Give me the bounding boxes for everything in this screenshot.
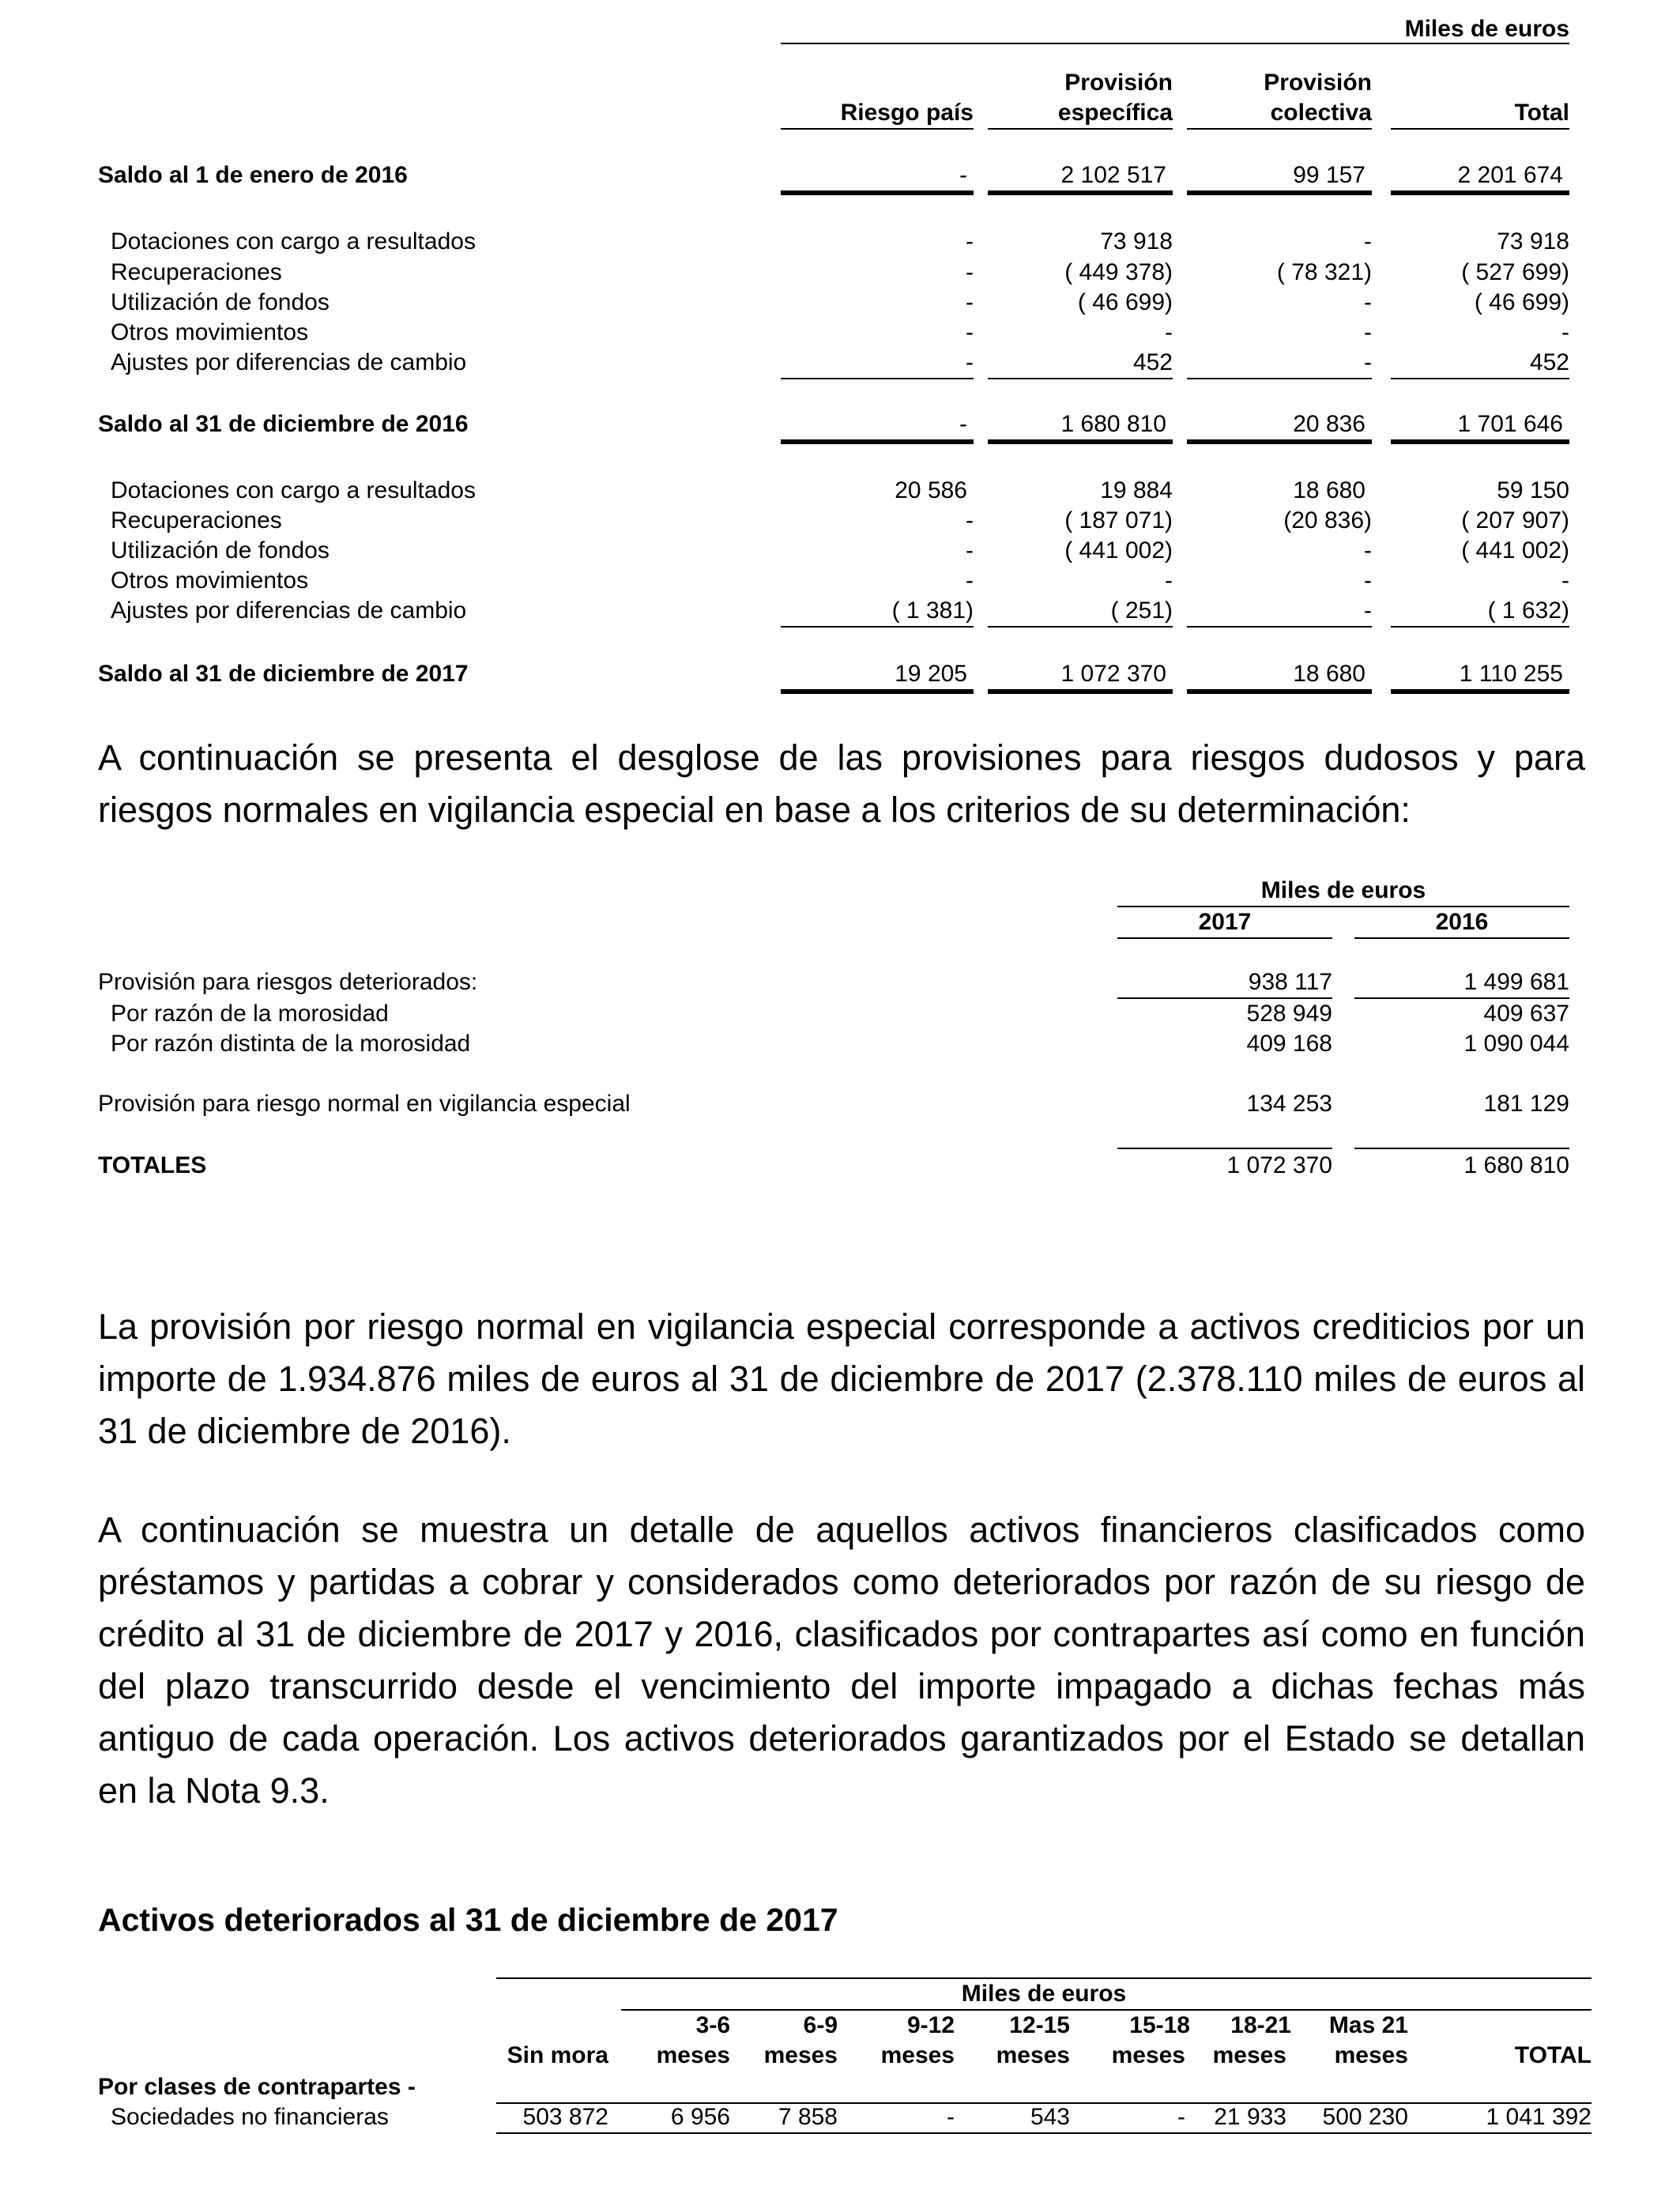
row-label: Saldo al 1 de enero de 2016	[98, 162, 408, 188]
cell-colectiva: -	[1364, 567, 1372, 594]
cell-colectiva: -	[1364, 228, 1372, 254]
cell-total: ( 527 699)	[1461, 259, 1569, 285]
table1-unit-rule	[781, 43, 1569, 44]
cell-2016: 1 499 681	[1463, 969, 1569, 995]
cell-colectiva: -	[1364, 319, 1372, 345]
year-rule	[1354, 937, 1569, 939]
table3-unit: Miles de euros	[961, 1981, 1127, 2007]
cell-2016: 1 680 810	[1463, 1152, 1569, 1178]
paragraph-desglose: A continuación se presenta el desglose de las provisiones para riesgos dudosos y para riesgos normales en vigilancia especial en base a los criterios de su determinación:	[98, 737, 1585, 830]
header-meses: meses	[656, 2042, 730, 2068]
subtotal-rule	[781, 626, 974, 628]
balance-rule	[781, 439, 974, 444]
cell-2017: 134 253	[1246, 1091, 1332, 1117]
cell-riesgo-pais: -	[966, 289, 974, 315]
header-provision-colectiva-1: Provisión	[1264, 70, 1372, 96]
cell-riesgo-pais: -	[966, 567, 974, 594]
cell-riesgo-pais: 19 205	[895, 661, 967, 687]
section-label: Por clases de contrapartes -	[98, 2074, 416, 2100]
cell-total: 1 701 646	[1457, 411, 1563, 437]
cell-riesgo-pais: -	[966, 349, 974, 375]
header-meses: meses	[1111, 2042, 1185, 2068]
cell-especifica: ( 449 378)	[1064, 259, 1173, 285]
cell-riesgo-pais: -	[959, 411, 967, 437]
subtotal-rule	[1391, 626, 1569, 628]
cell-riesgo-pais: -	[966, 259, 974, 285]
header-12-15: 12-15	[1009, 2012, 1070, 2038]
header-sin-mora: Sin mora	[507, 2042, 608, 2068]
cell-9-12: -	[947, 2104, 955, 2130]
header-provision-especifica-1: Provisión	[1064, 70, 1173, 96]
cell-colectiva: ( 78 321)	[1276, 259, 1372, 285]
cell-riesgo-pais: -	[966, 228, 974, 254]
cell-especifica: 19 884	[1100, 477, 1173, 503]
row-label: Recuperaciones	[111, 259, 282, 285]
cell-18-21: 21 933	[1214, 2104, 1286, 2130]
header-meses: meses	[1334, 2042, 1408, 2068]
cell-2017: 528 949	[1246, 1001, 1332, 1027]
row-label: Saldo al 31 de diciembre de 2017	[98, 661, 469, 687]
cell-colectiva: 20 836	[1293, 411, 1365, 437]
cell-15-18: -	[1177, 2104, 1185, 2130]
row-label: Utilización de fondos	[111, 289, 330, 315]
cell-mas-21: 500 230	[1322, 2104, 1408, 2130]
cell-especifica: ( 46 699)	[1077, 289, 1173, 315]
header-rule	[1391, 128, 1569, 130]
cell-colectiva: -	[1364, 598, 1372, 624]
cell-2016: 409 637	[1483, 1001, 1569, 1027]
header-rule	[988, 128, 1173, 130]
cell-colectiva: (20 836)	[1283, 507, 1372, 533]
subtotal-rule	[1187, 626, 1372, 628]
cell-especifica: 1 072 370	[1060, 661, 1166, 687]
cell-riesgo-pais: 20 586	[895, 477, 967, 503]
header-riesgo-pais: Riesgo país	[840, 100, 974, 126]
header-15-18: 15-18	[1129, 2012, 1190, 2038]
row-label: Ajustes por diferencias de cambio	[111, 598, 467, 624]
subtotal-rule	[1391, 378, 1569, 379]
row-label: Por razón de la morosidad	[111, 1001, 389, 1027]
cell-riesgo-pais: -	[966, 319, 974, 345]
balance-rule	[1187, 190, 1372, 195]
balance-rule	[781, 689, 974, 694]
row-label: Utilización de fondos	[111, 537, 330, 564]
row-label: TOTALES	[98, 1152, 207, 1178]
cell-riesgo-pais: -	[966, 507, 974, 533]
cell-colectiva: -	[1364, 537, 1372, 564]
row-label: Recuperaciones	[111, 507, 282, 533]
header-total: TOTAL	[1514, 2042, 1591, 2068]
header-rule	[1187, 128, 1372, 130]
cell-total: 73 918	[1497, 228, 1569, 254]
cell-especifica: ( 441 002)	[1064, 537, 1173, 564]
totals-rule	[1354, 1148, 1569, 1149]
cell-2017: 938 117	[1248, 969, 1332, 995]
table3-bottom-rule	[496, 2132, 1591, 2134]
header-meses: meses	[880, 2042, 955, 2068]
paragraph-vigilancia: La provisión por riesgo normal en vigilancia especial corresponde a activos crediticios por un importe de 1.934.876 miles de euros al 31 de diciembre de 2017 (2.378.110 miles de euros al 31 de diciembre de 2016).	[98, 1306, 1585, 1451]
cell-total: 2 201 674	[1457, 162, 1563, 188]
cell-12-15: 543	[1030, 2104, 1070, 2130]
header-3-6: 3-6	[695, 2012, 730, 2038]
cell-sin-mora: 503 872	[522, 2104, 608, 2130]
balance-rule	[988, 190, 1173, 195]
balance-rule	[988, 439, 1173, 444]
subtotal-rule	[988, 626, 1173, 628]
cell-colectiva: 18 680	[1293, 477, 1365, 503]
cell-riesgo-pais: -	[959, 162, 967, 188]
cell-colectiva: 99 157	[1293, 162, 1365, 188]
cell-riesgo-pais: ( 1 381)	[891, 598, 974, 624]
row-label: Provisión para riesgo normal en vigilancia especial	[98, 1091, 631, 1117]
cell-total: 452	[1529, 349, 1569, 375]
header-year-2016: 2016	[1435, 909, 1489, 935]
cell-total: ( 46 699)	[1474, 289, 1569, 315]
subtotal-rule	[988, 378, 1173, 379]
cell-especifica: ( 187 071)	[1064, 507, 1173, 533]
balance-rule	[988, 689, 1173, 694]
row-label: Otros movimientos	[111, 567, 309, 594]
cell-total: ( 207 907)	[1461, 507, 1569, 533]
balance-rule	[781, 190, 974, 195]
cell-colectiva: 18 680	[1293, 661, 1365, 687]
row-label: Otros movimientos	[111, 319, 309, 345]
row-label: Dotaciones con cargo a resultados	[111, 477, 476, 503]
header-provision-colectiva-2: colectiva	[1270, 100, 1372, 126]
row-label: Sociedades no financieras	[111, 2104, 389, 2130]
balance-rule	[1187, 439, 1372, 444]
cell-total: 1 110 255	[1459, 661, 1563, 687]
header-meses: meses	[1212, 2042, 1286, 2068]
header-mas-21: Mas 21	[1328, 2012, 1408, 2038]
header-meses: meses	[763, 2042, 838, 2068]
header-total: Total	[1514, 100, 1569, 126]
header-meses: meses	[996, 2042, 1070, 2068]
subtotal-rule	[781, 378, 974, 379]
cell-total: -	[1561, 319, 1569, 345]
cell-especifica: -	[1165, 319, 1173, 345]
cell-2016: 1 090 044	[1463, 1031, 1569, 1057]
header-9-12: 9-12	[906, 2012, 955, 2038]
row-label: Provisión para riesgos deteriorados:	[98, 969, 478, 995]
cell-especifica: 1 680 810	[1060, 411, 1166, 437]
header-6-9: 6-9	[803, 2012, 838, 2038]
cell-especifica: ( 251)	[1110, 598, 1173, 624]
row-label: Ajustes por diferencias de cambio	[111, 349, 467, 375]
row-label: Saldo al 31 de diciembre de 2016	[98, 411, 469, 437]
cell-2017: 409 168	[1246, 1031, 1332, 1057]
row-label: Dotaciones con cargo a resultados	[111, 228, 476, 254]
table1-unit: Miles de euros	[1404, 16, 1569, 42]
cell-3-6: 6 956	[670, 2104, 730, 2130]
balance-rule	[1187, 689, 1372, 694]
table2-unit: Miles de euros	[1260, 877, 1426, 903]
cell-colectiva: -	[1364, 349, 1372, 375]
cell-riesgo-pais: -	[966, 537, 974, 564]
cell-total: 59 150	[1497, 477, 1569, 503]
cell-colectiva: -	[1364, 289, 1372, 315]
header-18-21: 18-21	[1230, 2012, 1291, 2038]
header-rule	[781, 128, 974, 130]
balance-rule	[1391, 689, 1569, 694]
header-year-2017: 2017	[1198, 909, 1252, 935]
cell-especifica: 452	[1132, 349, 1173, 375]
totals-rule	[1117, 1148, 1332, 1149]
cell-6-9: 7 858	[778, 2104, 838, 2130]
section-heading: Activos deteriorados al 31 de diciembre de 2017	[98, 1902, 838, 1938]
cell-total: 1 041 392	[1486, 2104, 1591, 2130]
cell-especifica: 73 918	[1100, 228, 1173, 254]
cell-total: ( 441 002)	[1461, 537, 1569, 564]
cell-2017: 1 072 370	[1226, 1152, 1332, 1178]
row-label: Por razón distinta de la morosidad	[111, 1031, 471, 1057]
balance-rule	[1391, 439, 1569, 444]
balance-rule	[1391, 190, 1569, 195]
year-rule	[1117, 937, 1332, 939]
cell-especifica: 2 102 517	[1060, 162, 1166, 188]
cell-especifica: -	[1165, 567, 1173, 594]
cell-total: -	[1561, 567, 1569, 594]
cell-2016: 181 129	[1483, 1091, 1569, 1117]
cell-total: ( 1 632)	[1487, 598, 1569, 624]
header-provision-especifica-2: específica	[1057, 100, 1173, 126]
subtotal-rule	[1187, 378, 1372, 379]
paragraph-detalle: A continuación se muestra un detalle de aquellos activos financieros clasificados como préstamos y partidas a cobrar y considerados como deteriorados por razón de su riesgo de crédito al 31 de diciembre de 2017 y 2016, clasificados por contrapartes así como en función del plazo transcurrido desde el vencimiento del importe impagado a dichas fechas más antiguo de cada operación. Los activos deteriorados garantizados por el Estado se detallan en la Nota 9.3.	[98, 1510, 1585, 1811]
